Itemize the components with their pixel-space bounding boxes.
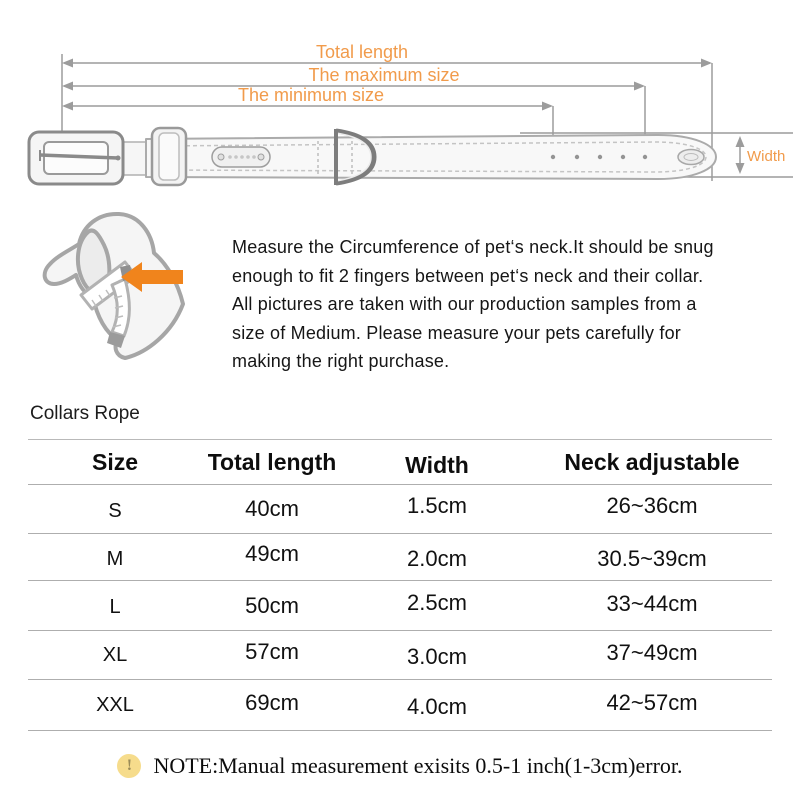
exclamation-glyph: ! [126, 757, 133, 774]
header-neck-adjustable: Neck adjustable [564, 448, 740, 475]
note-text: NOTE:Manual measurement exisits 0.5-1 inch(1-3cm)error. [153, 753, 683, 778]
table-row: M 49cm 2.0cm 30.5~39cm [28, 534, 772, 581]
collar-measurement-diagram [0, 0, 800, 200]
instruction-line: making the right purchase. [232, 351, 450, 371]
dog-neck-measuring-illustration [26, 206, 216, 386]
buckle [29, 132, 123, 184]
table-row: L 50cm 2.5cm 33~44cm [28, 581, 772, 631]
header-total-length: Total length [207, 448, 337, 475]
exclamation-icon [117, 754, 141, 778]
total-length-label: Total length [315, 42, 409, 62]
maximum-size-label: The maximum size [308, 65, 460, 85]
collar-illustration [29, 128, 716, 185]
note [0, 748, 800, 784]
instruction-line: size of Medium. Please measure your pets carefully for [232, 322, 681, 343]
header-size: Size [91, 448, 139, 475]
instruction-line: All pictures are taken with our production samples from a [232, 294, 697, 314]
measurement-instructions [232, 233, 714, 376]
table-caption: Collars Rope [30, 403, 140, 424]
keeper-loop [152, 128, 186, 185]
instruction-line: Measure the Circumference of pet‘s neck.It should be snug [232, 237, 714, 257]
header-width: Width [405, 451, 469, 478]
table-row: XXL 69cm 4.0cm 42~57cm [28, 680, 772, 731]
table-header-row [28, 439, 772, 485]
instruction-line: enough to fit 2 fingers between pet‘s neck and their collar. [232, 265, 704, 286]
table-row: S 40cm 1.5cm 26~36cm [28, 485, 772, 534]
nameplate [212, 147, 270, 167]
width-label: Width [747, 148, 786, 165]
tip-stamp [678, 150, 704, 165]
minimum-size-label: The minimum size [237, 85, 385, 105]
table-row: XL 57cm 3.0cm 37~49cm [28, 631, 772, 680]
size-table [28, 439, 772, 731]
